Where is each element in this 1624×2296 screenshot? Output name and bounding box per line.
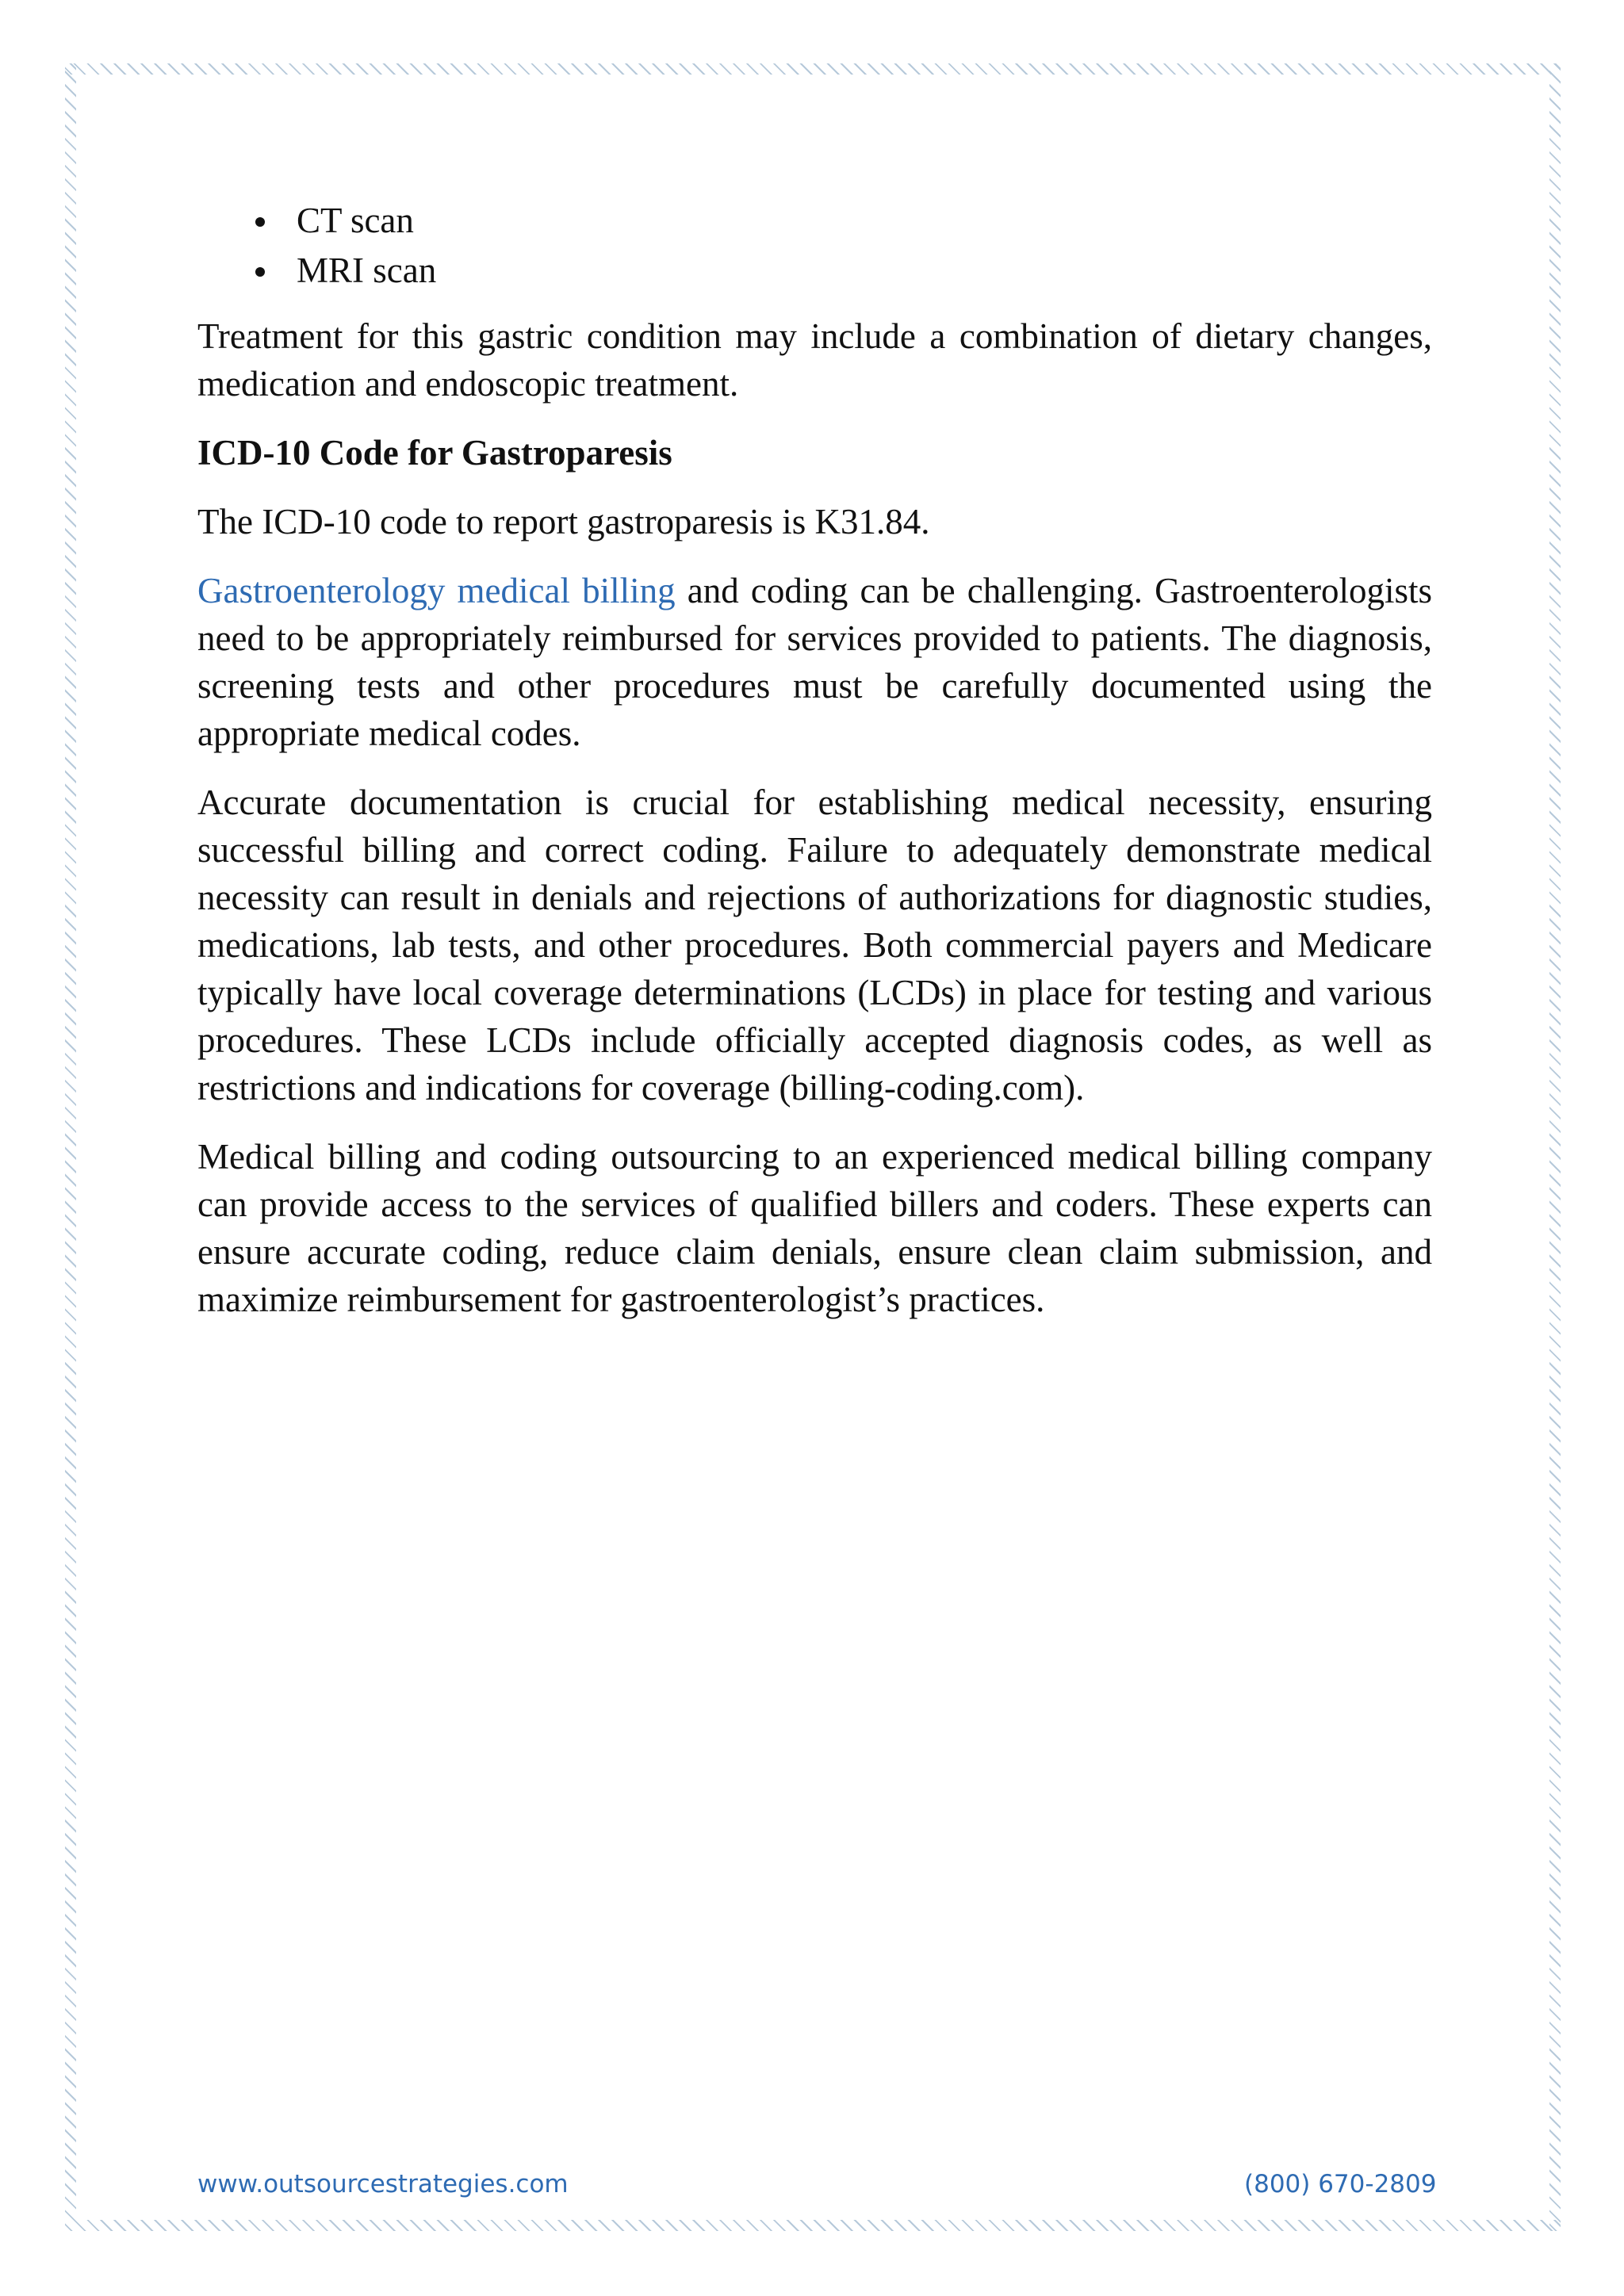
imaging-test-list: [197, 197, 1432, 297]
page-border-top: [65, 63, 1561, 75]
page-border-bottom: [65, 2220, 1561, 2231]
outsourcing-paragraph: Medical billing and coding outsourcing to an experienced medical billing company can provide access to the services of qualified billers and coders. These experts can ensure accurate coding, reduce claim denials, ensure clean claim submission, and maximize reimbursement for gastroenterologist’s practices.: [197, 1137, 1432, 1319]
bullet-icon: [255, 217, 265, 227]
documentation-paragraph: Accurate documentation is crucial for establishing medical necessity, ensuring successful billing and correct coding. Failure to adequately demonstrate medical necessity can result in denials and rejections of authorizations for diagnostic studies, medications, lab tests, and other procedures. Both commercial payers and Medicare typically have local coverage determinations (LCDs) in place for testing and various procedures. These LCDs include officially accepted diagnosis codes, as well as restrictions and indications for coverage (billing-coding.com).: [197, 783, 1432, 1108]
code-paragraph: The ICD-10 code to report gastroparesis is K31.84.: [197, 502, 930, 541]
footer-website-link[interactable]: www.outsourcestrategies.com: [197, 2170, 569, 2198]
page-border-left: [65, 63, 76, 2231]
list-item: CT scan: [297, 197, 1432, 247]
section-heading: ICD-10 Code for Gastroparesis: [197, 433, 672, 473]
list-item: MRI scan: [297, 247, 1432, 297]
gastroenterology-billing-link[interactable]: Gastroenterology medical billing: [197, 571, 676, 610]
page-border-right: [1549, 63, 1561, 2231]
treatment-paragraph: Treatment for this gastric condition may include a combination of dietary changes, medication and endoscopic treatment.: [197, 316, 1432, 404]
billing-paragraph: Gastroenterology medical billing and coding can be challenging. Gastroenterologists need to be appropriately reimbursed for services provided to patients. The diagnosis, screening tests and other procedures must be carefully documented using the appropriate medical codes.: [197, 571, 1433, 753]
bullet-icon: [255, 267, 265, 277]
document-body: [197, 197, 1432, 1345]
footer-phone: (800) 670-2809: [1244, 2170, 1437, 2198]
